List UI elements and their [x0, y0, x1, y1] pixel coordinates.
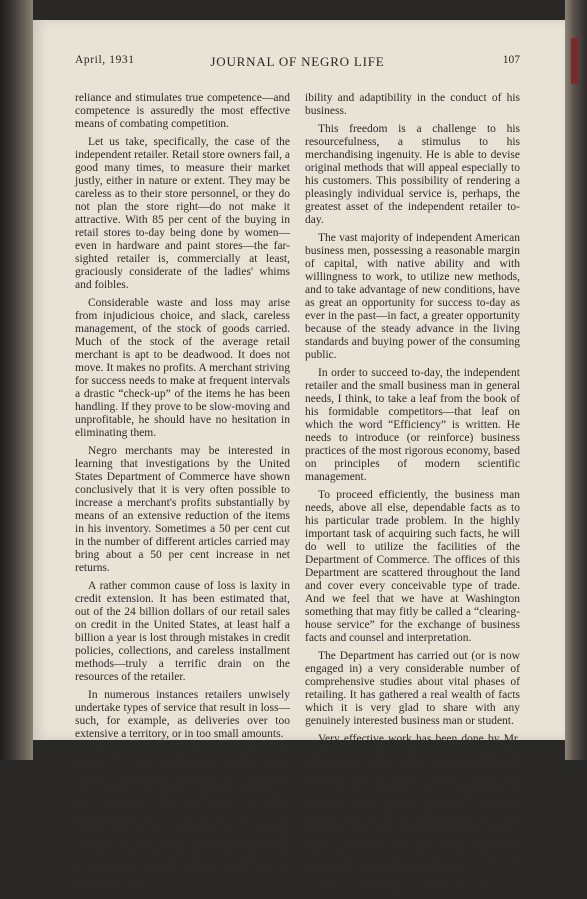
paragraph: To proceed efficiently, the business man needs, above all else, dependable facts as to his particular trade problem. In the highly important task of acquiring such facts, he will do well to utilize the facilities of the Department of Commerce. The offices of this Department are scattered throughout the land and cover every conceivable type of trade. And we feel that we have at Washington something that may fitly be called a “clearing-house service” for the exchange of business facts and counsel and interpretation.	[305, 489, 520, 644]
running-header	[75, 54, 520, 72]
book-binding	[0, 0, 33, 760]
paragraph: Let us take, specifically, the case of the independent retailer. Retail store owners fail, a good many times, to measure their market justly, either in nature or extent. They may be careless as to their store personnel, or they do not plan the store right—do not make it attractive. With 85 per cent of the buying in retail stores to-day being done by women—even in hardware and paint stores—the far-sighted retailer is, commercially at least, graciously considerate of the ladies' whims and foibles.	[75, 136, 290, 291]
page-edges	[565, 0, 587, 760]
paragraph: The Department has carried out (or is now engaged in) a very considerable number of comprehensive studies about vital phases of retailing. It has gathered a real wealth of facts which it is very glad to share with any genuinely interested business man or student.	[305, 650, 520, 727]
paragraph: Let us look now at the other side of the picture. If the independent retailer faces certain formidable problems, he possesses also a number of highly important advantages. As contrasted with the units in larger organizations, he enjoys greater freedom of action. He is not restricted by unvarying systems. He is at liberty to adjust his methods and his stock to the peculiar tastes and moods of his patrons. He has a broad leeway for the qualities of flex-	[75, 746, 290, 888]
page-number: 107	[502, 54, 520, 66]
paragraph: In numerous instances retailers unwisely undertake types of service that result in loss—such, for example, as deliveries over too extensive a territory, or in too small amounts.	[75, 689, 290, 740]
paragraph: The fact that Negro business folk are	[318, 881, 488, 893]
paragraph: Negro merchants may be interested in learning that investigations by the United States Department of Commerce have shown conclusively that it is very often possible to increase a merchant's profits substantially by means of an extensive reduction of the items in his inventory. Sometimes a 50 per cent cut in the number of different articles carried may bring about a 50 per cent increase in net returns.	[75, 445, 290, 574]
issue-date: April, 1931	[75, 54, 135, 66]
paragraph: A rather common cause of loss is laxity in credit extension. It has been estimated that, out of the 24 billion dollars of our retail sales on credit in the United States, at least half a billion a year is lost through mistakes in credit policies, collections, and careless installment methods—truly a terrific drain on the resources of the retailer.	[75, 580, 290, 683]
paragraph: ibility and adaptibility in the conduct of his business.	[305, 92, 520, 117]
bookmark-ribbon	[571, 38, 578, 84]
journal-title: JOURNAL OF NEGRO LIFE	[210, 54, 385, 69]
paragraph: reliance and stimulates true competence—and competence is assuredly the most effective means of combating competition.	[75, 92, 290, 130]
right-column	[305, 92, 520, 899]
left-column	[75, 92, 290, 894]
paragraph: The vast majority of independent American business men, possessing a reasonable margin of capital, with native ability and with willingness to work, to utilize new methods, and to take advantage of new conditions, have as great an opportunity for success to-day as ever in the past—in fact, a greater opportunity because of the steady advance in the living standards and buying power of the consuming public.	[305, 232, 520, 361]
paragraph: This freedom is a challenge to his resourcefulness, a stimulus to his merchandising ingenuity. He is able to devise original methods that will appeal especially to his customers. This possibility of rendering a pleasingly individual service is, perhaps, the greatest asset of the independent retailer to-day.	[305, 123, 520, 226]
paragraph: Very effective work has been done by Mr. James A. Jackson, the Assistant Business Specialist in charge of the Department's Small Business unit to which I have referred. His analyses of conditions and compilations of statistics have proved genuinely valuable. Addressing numerous organizations of small business men, and establishing many worth-while contacts, he has been decidedly influential in movements for business betterment within his chosen field.	[305, 733, 520, 875]
paragraph: Considerable waste and loss may arise from injudicious choice, and slack, careless management, of the stock of goods carried. Much of the stock of the average retail merchant is apt to be deadwood. It does not move. It makes no profits. A merchant striving for success needs to make at frequent intervals a drastic “check-up” of the items he has been handling. If they prove to be slow-moving and unprofitable, he should have no hesitation in eliminating them.	[75, 297, 290, 439]
paragraph: In order to succeed to-day, the independent retailer and the small business man in general needs, I think, to take a leaf from the book of his formidable competitors—that leaf on which the word “Efficiency” is written. He needs to introduce (or reinforce) business practices of the most rigorous economy, based on principles of modern scientific management.	[305, 367, 520, 483]
journal-page	[33, 20, 565, 893]
